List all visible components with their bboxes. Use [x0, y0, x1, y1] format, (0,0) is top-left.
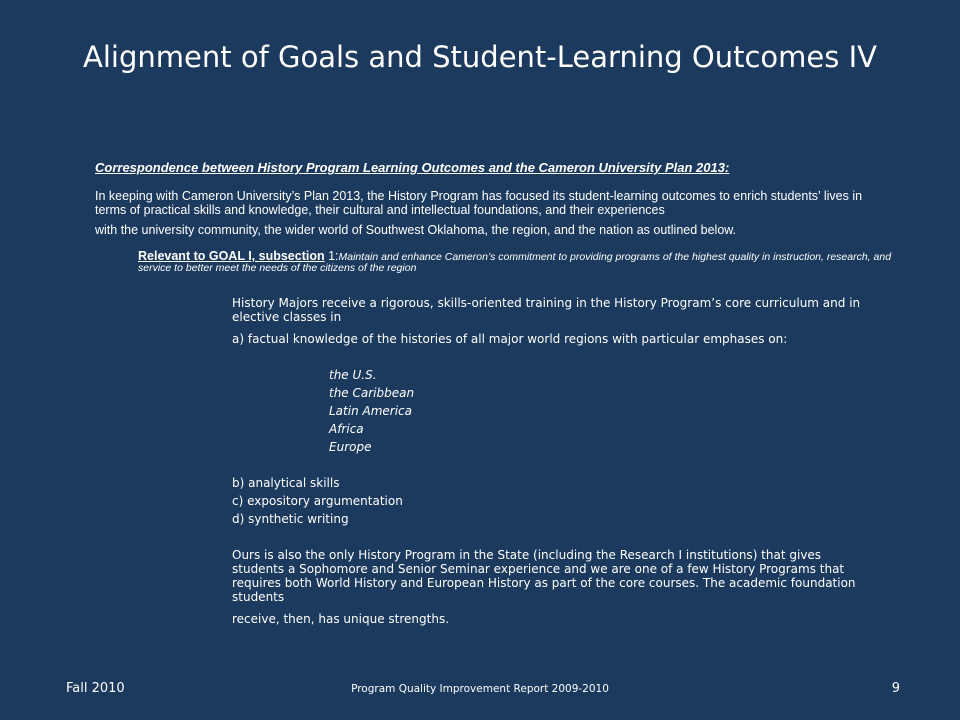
majors-section [232, 296, 872, 626]
region-item: Africa [329, 422, 364, 436]
goal-label: Relevant to GOAL I, subsection [138, 249, 325, 263]
region-item: the Caribbean [329, 386, 415, 400]
goal-block [138, 251, 918, 274]
region-item: Latin America [329, 404, 412, 418]
region-item: Europe [329, 440, 372, 454]
regions-list [329, 366, 872, 456]
footer-report-title: Program Quality Improvement Report 2009-2010 [351, 683, 609, 695]
closing-text: Ours is also the only History Program in the State (including the Research I institutions) that gives students a Sophomore and Senior Seminar experience and we are one of a few History Programs that requires both World History and European History as part of the core courses. The academic foundation students [232, 548, 856, 604]
skill-item: c) expository argumentation [232, 494, 403, 508]
skill-item: b) analytical skills [232, 476, 340, 490]
item-a: a) factual knowledge of the histories of all major world regions with particular emphases on: [232, 332, 788, 346]
goal-text: Maintain and enhance Cameron’s commitment to providing programs of the highest quality in instruction, research, and service to better meet the needs of the citizens of the region [138, 251, 892, 274]
section-heading: Correspondence between History Program Learning Outcomes and the Cameron University Plan 2013: [95, 160, 730, 175]
region-item: the U.S. [329, 368, 377, 382]
skills-list [232, 474, 872, 528]
intro-paragraph-end: with the university community, the wider world of Southwest Oklahoma, the region, and the nation as outlined below. [95, 223, 737, 237]
closing-text-end: receive, then, has unique strengths. [232, 612, 450, 626]
majors-intro: History Majors receive a rigorous, skills-oriented training in the History Program’s core curriculum and in elective classes in [232, 296, 861, 324]
page-number: 9 [891, 681, 900, 696]
slide-title: Alignment of Goals and Student-Learning Outcomes IV [83, 40, 877, 74]
slide-content [95, 160, 895, 626]
closing-paragraph [232, 548, 872, 626]
skill-item: d) synthetic writing [232, 512, 349, 526]
goal-subsection: 1: [324, 249, 339, 263]
intro-paragraph: In keeping with Cameron University’s Plan 2013, the History Program has focused its student-learning outcomes to enrich students’ lives in terms of practical skills and knowledge, their cultural and intellectual foundations, and their experiences [95, 189, 863, 217]
footer-date: Fall 2010 [66, 681, 125, 696]
